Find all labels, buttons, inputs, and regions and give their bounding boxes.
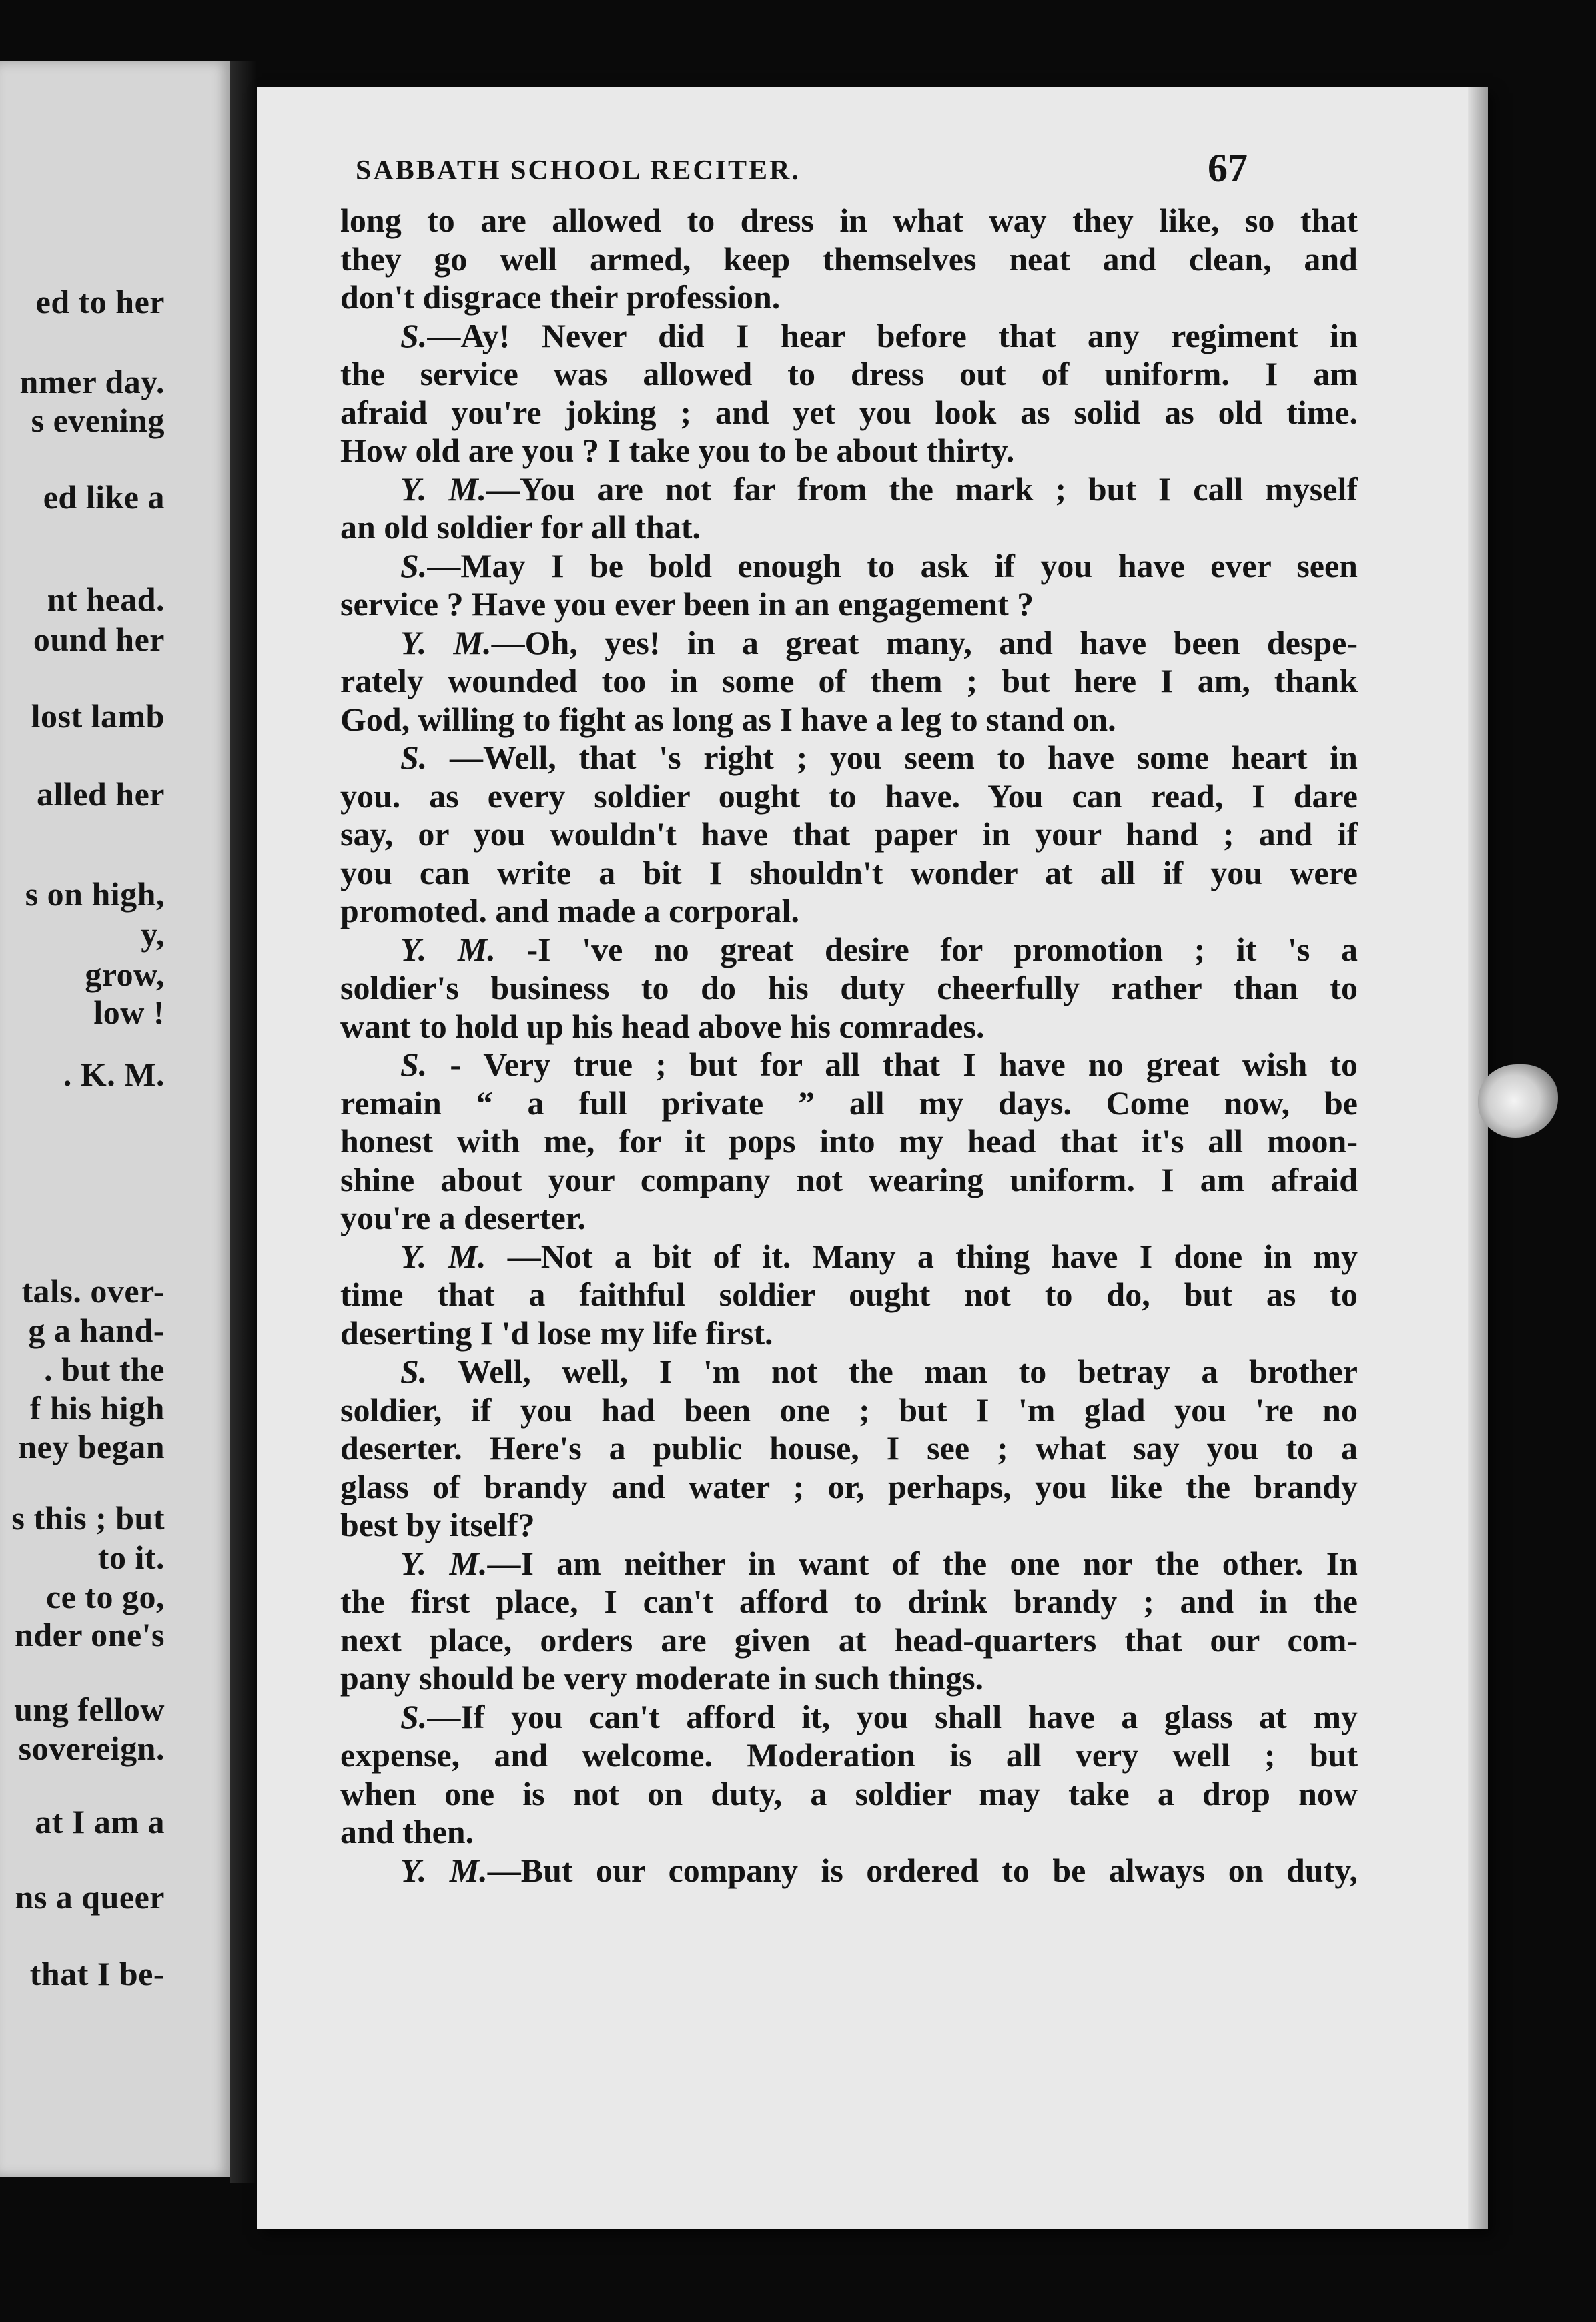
line-text: Well, well, I 'm not the man to betray a brother bbox=[427, 1352, 1358, 1390]
line-text: you're a deserter. bbox=[340, 1199, 586, 1236]
facing-page-line: nder one's bbox=[15, 1616, 165, 1653]
facing-page-line: nmer day. bbox=[19, 363, 165, 400]
text-line bbox=[340, 969, 1358, 1008]
facing-page-line: ns a queer bbox=[15, 1878, 165, 1916]
facing-page-line: at I am a bbox=[35, 1803, 165, 1840]
text-line bbox=[340, 662, 1358, 701]
text-line bbox=[340, 1698, 1358, 1737]
text-line bbox=[340, 1161, 1358, 1200]
facing-page-line: ound her bbox=[33, 621, 165, 658]
text-line bbox=[340, 1084, 1358, 1123]
facing-page-line: lost lamb bbox=[31, 697, 165, 735]
speaker-label: S. bbox=[400, 546, 428, 585]
speaker-label: S. bbox=[400, 1046, 428, 1083]
line-text: the first place, I can't afford to drink brandy ; and in the bbox=[340, 1583, 1358, 1620]
text-line bbox=[340, 278, 1358, 317]
line-text: when one is not on duty, a soldier may take a drop now bbox=[340, 1774, 1358, 1812]
speaker-label: S. bbox=[400, 316, 428, 354]
facing-page-line: g a hand- bbox=[28, 1312, 165, 1349]
facing-page-line: s on high, bbox=[25, 875, 165, 913]
facing-page-line: ung fellow bbox=[14, 1691, 165, 1728]
line-text: —You are not far from the mark ; but I call myself bbox=[486, 470, 1358, 508]
text-line bbox=[340, 931, 1358, 970]
speaker-label: Y. M. bbox=[400, 1851, 488, 1889]
line-text: deserter. Here's a public house, I see ; what say you to a bbox=[340, 1429, 1358, 1467]
facing-page-line: sovereign. bbox=[18, 1729, 165, 1767]
facing-page-line: . but the bbox=[44, 1350, 165, 1388]
page-edge bbox=[1468, 87, 1488, 2229]
speaker-label: Y. M. bbox=[400, 1237, 486, 1275]
text-line bbox=[340, 1545, 1358, 1583]
line-text: soldier's business to do his duty cheerfully rather than to bbox=[340, 969, 1358, 1006]
line-text: they go well armed, keep themselves neat and clean, and bbox=[340, 240, 1358, 278]
line-text: afraid you're joking ; and yet you look as solid as old time. bbox=[340, 393, 1358, 431]
text-line bbox=[340, 1852, 1358, 1890]
page-stain bbox=[1478, 1064, 1558, 1138]
text-line bbox=[340, 777, 1358, 816]
facing-page-line: tals. over- bbox=[21, 1272, 165, 1310]
line-text: —May I be bold enough to ask if you have ever seen bbox=[427, 546, 1358, 585]
text-line bbox=[340, 432, 1358, 470]
text-line bbox=[340, 1238, 1358, 1276]
line-text: the service was allowed to dress out of uniform. I am bbox=[340, 355, 1358, 392]
facing-page-line: ed like a bbox=[43, 478, 165, 516]
book-gutter bbox=[230, 61, 257, 2183]
text-line bbox=[340, 815, 1358, 854]
line-text: —Not a bit of it. Many a thing have I done in my bbox=[486, 1237, 1358, 1275]
text-line bbox=[340, 508, 1358, 547]
facing-page-line: . K. M. bbox=[63, 1056, 165, 1093]
speaker-label: Y. M. bbox=[400, 623, 492, 661]
facing-page-line: alled her bbox=[37, 775, 165, 813]
text-line bbox=[340, 1775, 1358, 1814]
facing-page-line: ce to go, bbox=[45, 1578, 165, 1615]
line-text: don't disgrace their profession. bbox=[340, 278, 781, 316]
line-text: you. as every soldier ought to have. You can read, I dare bbox=[340, 777, 1358, 815]
text-line bbox=[340, 1122, 1358, 1161]
text-line bbox=[340, 1583, 1358, 1621]
line-text: promoted. and made a corporal. bbox=[340, 892, 799, 929]
text-line bbox=[340, 892, 1358, 931]
text-line bbox=[340, 317, 1358, 356]
line-text: —Well, that 's right ; you seem to have some heart in bbox=[427, 739, 1358, 776]
text-line bbox=[340, 394, 1358, 432]
speaker-label: S. bbox=[400, 1352, 428, 1390]
line-text: next place, orders are given at head-quarters that our com- bbox=[340, 1621, 1358, 1659]
running-title: SABBATH SCHOOL RECITER. bbox=[356, 155, 801, 186]
line-text: you can write a bit I shouldn't wonder at all if you were bbox=[340, 853, 1358, 891]
line-text: say, or you wouldn't have that paper in your hand ; and if bbox=[340, 815, 1358, 853]
text-line bbox=[340, 1046, 1358, 1084]
text-line bbox=[340, 1659, 1358, 1698]
text-line bbox=[340, 1352, 1358, 1391]
line-text: -I 've no great desire for promotion ; it 's a bbox=[495, 930, 1358, 968]
line-text: long to are allowed to dress in what way they like, so that bbox=[340, 202, 1358, 239]
line-text: want to hold up his head above his comrades. bbox=[340, 1007, 985, 1045]
line-text: —Ay! Never did I hear before that any regiment in bbox=[427, 316, 1358, 354]
facing-page-line: low ! bbox=[93, 994, 165, 1031]
line-text: an old soldier for all that. bbox=[340, 508, 701, 546]
speaker-label: S. bbox=[400, 1697, 428, 1735]
line-text: glass of brandy and water ; or, perhaps, you like the brandy bbox=[340, 1467, 1358, 1505]
facing-page-line: s this ; but bbox=[11, 1499, 165, 1537]
facing-page-line: f his high bbox=[29, 1389, 165, 1427]
line-text: soldier, if you had been one ; but I 'm glad you 're no bbox=[340, 1391, 1358, 1429]
line-text: expense, and welcome. Moderation is all very well ; but bbox=[340, 1736, 1358, 1774]
text-line bbox=[340, 701, 1358, 739]
line-text: - Very true ; but for all that I have no great wish to bbox=[427, 1046, 1358, 1083]
line-text: remain “ a full private ” all my days. Come now, be bbox=[340, 1084, 1358, 1122]
text-line bbox=[340, 547, 1358, 586]
text-line bbox=[340, 1199, 1358, 1238]
line-text: rately wounded too in some of them ; but here I am, thank bbox=[340, 662, 1358, 699]
speaker-label: S. bbox=[400, 739, 428, 776]
line-text: How old are you ? I take you to be about thirty. bbox=[340, 432, 1015, 469]
text-line bbox=[340, 1506, 1358, 1545]
text-line bbox=[340, 1621, 1358, 1660]
facing-page-line: grow, bbox=[85, 955, 165, 993]
facing-page-line: y, bbox=[141, 915, 165, 953]
speaker-label: Y. M. bbox=[400, 470, 487, 508]
text-line bbox=[340, 355, 1358, 394]
line-text: God, willing to fight as long as I have a leg to stand on. bbox=[340, 700, 1116, 738]
facing-page-line: ed to her bbox=[35, 283, 165, 320]
speaker-label: Y. M. bbox=[400, 930, 496, 968]
page-body-text bbox=[340, 202, 1358, 1890]
line-text: —But our company is ordered to be always on duty, bbox=[487, 1851, 1358, 1889]
text-line bbox=[340, 1468, 1358, 1507]
speaker-label: Y. M. bbox=[400, 1544, 488, 1582]
line-text: deserting I 'd lose my life first. bbox=[340, 1314, 773, 1352]
text-line bbox=[340, 1813, 1358, 1852]
line-text: pany should be very moderate in such things. bbox=[340, 1659, 984, 1697]
line-text: service ? Have you ever been in an engagement ? bbox=[340, 585, 1034, 623]
facing-page-line: that I be- bbox=[29, 1955, 165, 1992]
line-text: shine about your company not wearing uniform. I am afraid bbox=[340, 1160, 1358, 1198]
text-line bbox=[340, 854, 1358, 893]
text-line bbox=[340, 1736, 1358, 1775]
text-line bbox=[340, 240, 1358, 279]
page-number: 67 bbox=[1208, 146, 1248, 190]
text-line bbox=[340, 470, 1358, 509]
text-line bbox=[340, 1276, 1358, 1314]
text-line bbox=[340, 585, 1358, 624]
facing-page-line: s evening bbox=[31, 402, 165, 439]
line-text: —I am neither in want of the one nor the other. In bbox=[487, 1544, 1358, 1582]
text-line bbox=[340, 1314, 1358, 1353]
line-text: and then. bbox=[340, 1813, 474, 1850]
line-text: honest with me, for it pops into my head that it's all moon- bbox=[340, 1122, 1358, 1160]
facing-page-line: nt head. bbox=[47, 580, 165, 618]
text-line bbox=[340, 1008, 1358, 1046]
text-line bbox=[340, 1429, 1358, 1468]
text-line bbox=[340, 202, 1358, 240]
line-text: time that a faithful soldier ought not to do, but as to bbox=[340, 1276, 1358, 1313]
line-text: —Oh, yes! in a great many, and have been despe- bbox=[491, 623, 1358, 661]
facing-page-line: ney began bbox=[18, 1428, 165, 1465]
facing-page-line: to it. bbox=[97, 1539, 165, 1576]
text-line bbox=[340, 739, 1358, 777]
text-line bbox=[340, 624, 1358, 663]
text-line bbox=[340, 1391, 1358, 1430]
line-text: —If you can't afford it, you shall have a glass at my bbox=[427, 1697, 1358, 1735]
line-text: best by itself? bbox=[340, 1506, 535, 1543]
facing-page-left bbox=[0, 61, 230, 2177]
